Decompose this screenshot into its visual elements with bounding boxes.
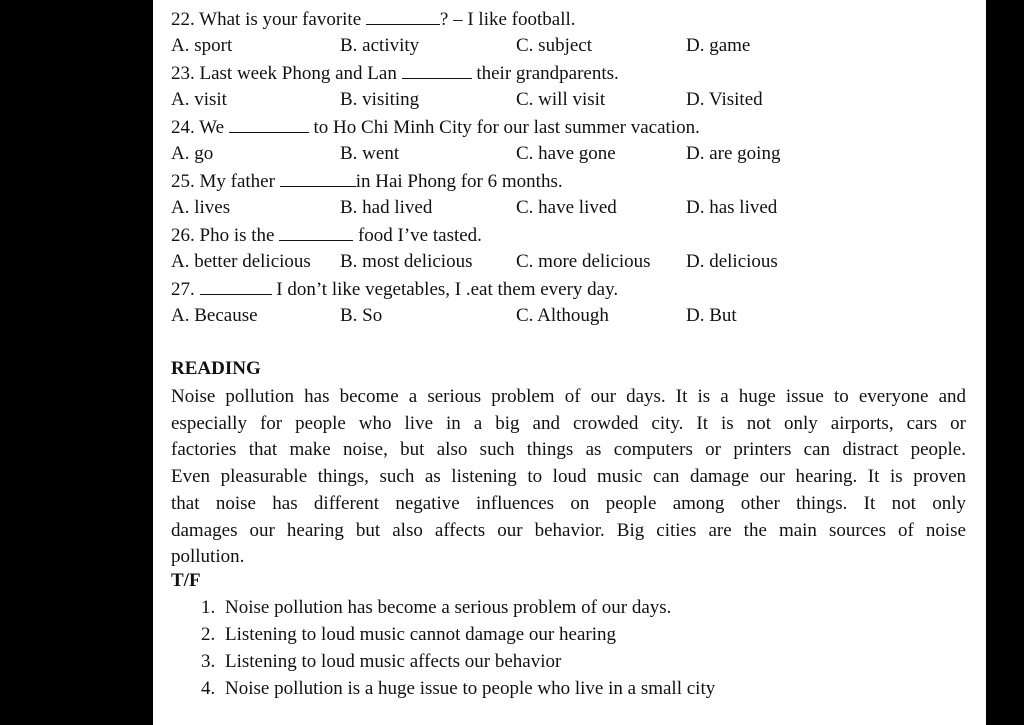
options-25 bbox=[171, 198, 966, 220]
option-a[interactable]: A. go bbox=[171, 143, 214, 164]
question-stem-start: What is your favorite bbox=[199, 9, 362, 30]
option-d[interactable]: D. game bbox=[686, 35, 751, 56]
question-27 bbox=[171, 279, 618, 299]
question-22 bbox=[171, 9, 576, 29]
question-stem-start: Last week Phong and Lan bbox=[199, 63, 397, 84]
passage-line: factories that make noise, but also such things as computers or printers can distract people. bbox=[171, 439, 966, 461]
answer-blank[interactable] bbox=[402, 63, 472, 79]
question-stem-end: in Hai Phong for 6 months. bbox=[355, 171, 563, 192]
option-b[interactable]: B. So bbox=[340, 305, 383, 326]
question-stem-end: their grandparents. bbox=[476, 63, 619, 84]
tf-statement[interactable] bbox=[201, 652, 715, 679]
passage-line: damages our hearing but also affects our behavior. Big cities are the main sources of noise bbox=[171, 519, 966, 541]
tf-text: Noise pollution has become a serious problem of our days. bbox=[225, 597, 672, 618]
question-stem-start: My father bbox=[199, 171, 275, 192]
reading-title: READING bbox=[171, 358, 261, 379]
question-number: 26. bbox=[171, 225, 195, 246]
question-stem-end: to Ho Chi Minh City for our last summer vacation. bbox=[313, 117, 700, 138]
passage-line: pollution. bbox=[171, 546, 245, 568]
worksheet-page bbox=[153, 0, 986, 725]
option-b[interactable]: B. visiting bbox=[340, 89, 420, 110]
question-stem-end: ? – I like football. bbox=[439, 9, 576, 30]
passage-line: Even pleasurable things, such as listening to loud music can damage our hearing. It is proven bbox=[171, 466, 966, 488]
tf-statement[interactable] bbox=[201, 598, 715, 625]
question-number: 25. bbox=[171, 171, 195, 192]
option-b[interactable]: B. activity bbox=[340, 35, 420, 56]
option-c[interactable]: C. will visit bbox=[516, 89, 606, 110]
option-d[interactable]: D. are going bbox=[686, 143, 781, 164]
options-23 bbox=[171, 90, 966, 112]
passage-line: that noise has different negative influences on people among other things. It not only bbox=[171, 492, 966, 514]
question-24 bbox=[171, 117, 700, 137]
passage-line: especially for people who live in a big and crowded city. It is not only airports, cars or bbox=[171, 412, 966, 434]
tf-title: T/F bbox=[171, 570, 201, 591]
answer-blank[interactable] bbox=[366, 9, 440, 25]
question-stem-start: Pho is the bbox=[199, 225, 275, 246]
option-a[interactable]: A. sport bbox=[171, 35, 233, 56]
tf-statement[interactable] bbox=[201, 625, 715, 652]
tf-text: Noise pollution is a huge issue to people who live in a small city bbox=[225, 678, 716, 699]
question-23 bbox=[171, 63, 619, 83]
options-26 bbox=[171, 252, 966, 274]
question-25 bbox=[171, 171, 563, 191]
answer-blank[interactable] bbox=[280, 171, 356, 187]
question-number: 27. bbox=[171, 279, 195, 300]
answer-blank[interactable] bbox=[279, 225, 353, 241]
tf-statement[interactable] bbox=[201, 679, 715, 706]
passage-line: Noise pollution has become a serious problem of our days. It is a huge issue to everyone and bbox=[171, 386, 966, 407]
option-a[interactable]: A. Because bbox=[171, 305, 258, 326]
question-number: 23. bbox=[171, 63, 195, 84]
tf-number: 2. bbox=[201, 624, 216, 645]
tf-text: Listening to loud music affects our behavior bbox=[225, 651, 562, 672]
question-stem-end: food I’ve tasted. bbox=[357, 225, 482, 246]
reading-passage bbox=[171, 384, 966, 571]
option-b[interactable]: B. most delicious bbox=[340, 251, 473, 272]
options-22 bbox=[171, 36, 966, 58]
option-c[interactable]: C. have gone bbox=[516, 143, 616, 164]
option-b[interactable]: B. went bbox=[340, 143, 400, 164]
option-c[interactable]: C. subject bbox=[516, 35, 592, 56]
tf-text: Listening to loud music cannot damage our hearing bbox=[225, 624, 616, 645]
option-d[interactable]: D. But bbox=[686, 305, 737, 326]
question-number: 24. bbox=[171, 117, 195, 138]
question-number: 22. bbox=[171, 9, 195, 30]
option-b[interactable]: B. had lived bbox=[340, 197, 433, 218]
option-c[interactable]: C. more delicious bbox=[516, 251, 651, 272]
answer-blank[interactable] bbox=[200, 279, 272, 295]
tf-number: 1. bbox=[201, 597, 216, 618]
tf-statement-list bbox=[201, 598, 715, 706]
option-d[interactable]: D. has lived bbox=[686, 197, 778, 218]
question-26 bbox=[171, 225, 482, 245]
option-a[interactable]: A. better delicious bbox=[171, 251, 311, 272]
options-24 bbox=[171, 144, 966, 166]
options-27 bbox=[171, 306, 966, 328]
option-d[interactable]: D. Visited bbox=[686, 89, 763, 110]
option-a[interactable]: A. visit bbox=[171, 89, 227, 110]
option-a[interactable]: A. lives bbox=[171, 197, 231, 218]
option-c[interactable]: C. have lived bbox=[516, 197, 617, 218]
option-d[interactable]: D. delicious bbox=[686, 251, 778, 272]
option-c[interactable]: C. Although bbox=[516, 305, 609, 326]
question-stem-start: We bbox=[199, 117, 225, 138]
tf-number: 3. bbox=[201, 651, 216, 672]
answer-blank[interactable] bbox=[229, 117, 309, 133]
question-stem-end: I don’t like vegetables, I .eat them every day. bbox=[276, 279, 619, 300]
tf-number: 4. bbox=[201, 678, 216, 699]
